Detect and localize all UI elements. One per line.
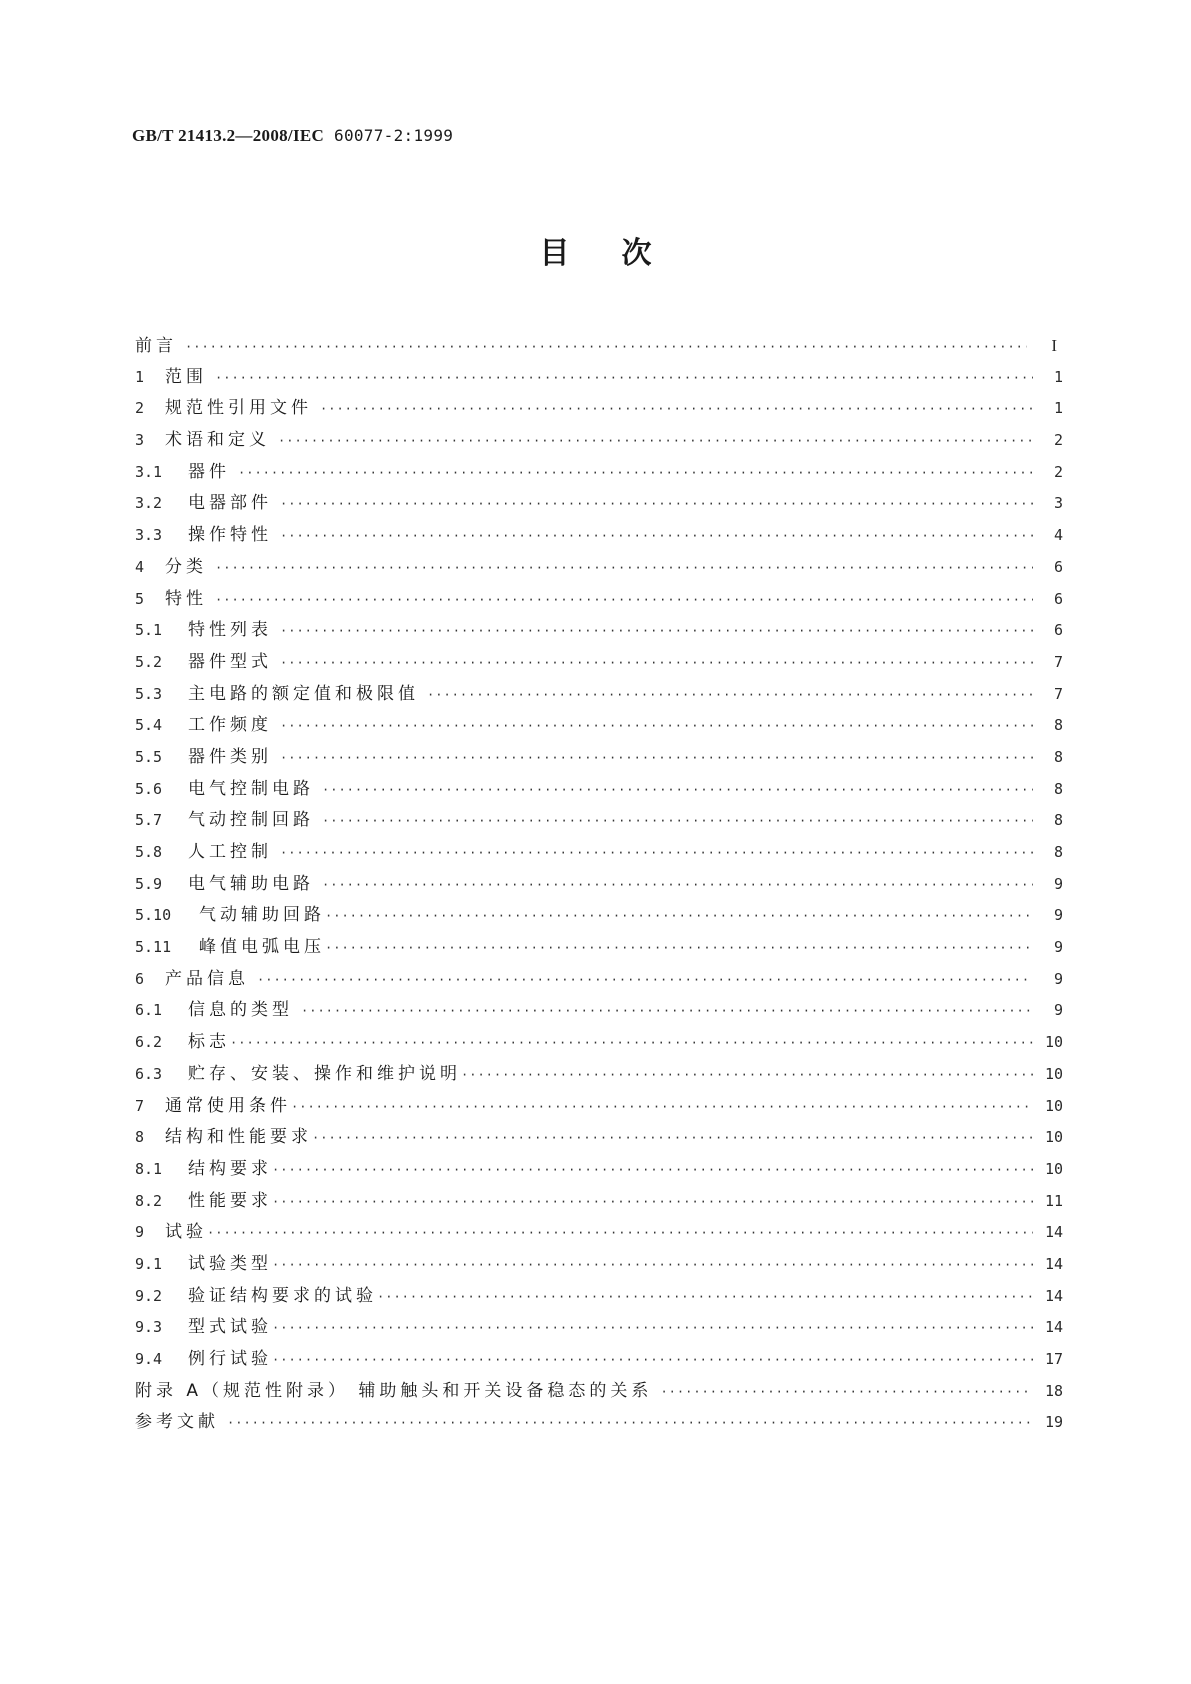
toc-leader-dots [461,1060,1033,1092]
toc-entry-page: 11 [1044,1191,1063,1210]
toc-entry-page: 4 [1053,526,1063,545]
toc-entry-number: 5.11 [135,938,172,957]
toc-leader-dots [227,1408,1033,1440]
toc-entry-label: 分类 [165,556,207,577]
toc-entry-label: 结构和性能要求 [165,1127,312,1148]
toc-entry-5-5[interactable] [135,742,1063,774]
toc-leader-dots [230,1028,1033,1060]
toc-entry-9-3[interactable] [135,1312,1063,1344]
toc-entry-label: 操作特性 [188,525,272,546]
toc-entry-page: 9 [1053,874,1063,893]
toc-entry-label: 峰值电弧电压 [199,937,325,958]
toc-entry-label: 附录 A（规范性附录） 辅助触头和开关设备稳态的关系 [135,1380,653,1401]
toc-entry-number: 3 [135,431,145,450]
toc-entry-page: 10 [1044,1033,1063,1052]
toc-entry-label: 器件类别 [188,746,272,767]
toc-entry-9-2[interactable] [135,1281,1063,1313]
toc-leader-dots [215,363,1033,395]
toc-leader-dots [185,332,1027,364]
toc-entry-number: 9.2 [135,1286,163,1305]
toc-entry-8-1[interactable] [135,1154,1063,1186]
toc-entry-label: 试验类型 [188,1253,272,1274]
toc-entry-label: 范围 [165,366,207,387]
toc-entry-number: 8 [135,1128,145,1147]
toc-leader-dots [257,965,1033,997]
toc-leader-dots [291,1092,1033,1124]
toc-entry-5-9[interactable] [135,869,1063,901]
toc-entry-label: 标志 [188,1032,230,1053]
toc-entry-number: 9.1 [135,1254,163,1273]
toc-entry-page: 17 [1044,1350,1063,1368]
toc-entry-number: 6 [135,969,145,988]
toc-entry-label: 验证结构要求的试验 [188,1285,377,1306]
toc-entry-page: 8 [1053,843,1063,861]
toc-entry-label: 规范性引用文件 [165,398,312,419]
toc-entry-3-3[interactable] [135,520,1063,552]
toc-entry-number: 5.8 [135,843,163,861]
toc-entry-8[interactable] [135,1122,1063,1154]
toc-leader-dots [280,743,1033,775]
toc-entry-page: 14 [1044,1318,1063,1337]
toc-entry-page: 6 [1053,589,1063,608]
toc-entry-4[interactable] [135,552,1063,584]
toc-entry-label: 前言 [135,336,177,356]
toc-entry-5-3[interactable] [135,679,1063,711]
toc-entry-page: 14 [1044,1286,1063,1305]
toc-entry-number: 5.9 [135,874,163,893]
toc-leader-dots [325,933,1033,965]
toc-entry-3-2[interactable] [135,488,1063,520]
toc-entry-number: 5.6 [135,779,163,798]
toc-entry-label: 例行试验 [188,1349,272,1369]
toc-entry-page: 9 [1053,969,1063,988]
toc-entry-page: 7 [1053,652,1063,671]
toc-entry-9-1[interactable] [135,1249,1063,1281]
toc-entry-3-1[interactable] [135,457,1063,489]
toc-entry-page: 10 [1044,1128,1063,1147]
toc-entry-5-4[interactable] [135,710,1063,742]
toc-leader-dots [322,870,1033,902]
toc-entry-page: 8 [1053,747,1063,766]
toc-entry-page: 8 [1053,811,1063,830]
toc-entry-number: 9 [135,1223,145,1242]
toc-entry-page: 2 [1053,431,1063,450]
toc-leader-dots [660,1377,1033,1409]
toc-entry-number: 5.2 [135,652,163,671]
toc-entry-number: 3.2 [135,494,163,513]
toc-entry-page: 19 [1044,1413,1063,1432]
toc-entry-number: 3.1 [135,462,163,481]
toc-entry-page: 8 [1053,716,1063,735]
toc-leader-dots [325,901,1033,933]
toc-entry-label: 贮存、安装、操作和维护说明 [188,1063,461,1084]
document-code-iec: 60077-2:1999 [324,126,454,145]
toc-leader-dots [278,426,1033,458]
toc-leader-dots [238,458,1033,490]
toc-entry-number: 3.3 [135,526,163,545]
toc-entry-page: 6 [1053,557,1063,576]
toc-entry-page: 9 [1053,938,1063,957]
toc-leader-dots [301,996,1033,1028]
toc-entry-5-11[interactable] [135,932,1063,964]
toc-entry-bibliography[interactable] [135,1407,1063,1439]
table-of-contents [135,330,1063,1439]
toc-entry-page: 14 [1044,1223,1063,1242]
page-title-char-1: 目 [539,236,622,271]
toc-leader-dots [312,1123,1033,1155]
toc-entry-label: 气动控制回路 [188,810,314,831]
toc-entry-page: I [1051,336,1057,355]
toc-entry-label: 电气辅助电路 [188,873,314,894]
toc-entry-8-2[interactable] [135,1186,1063,1218]
toc-entry-label: 结构要求 [188,1158,272,1179]
toc-leader-dots [280,648,1033,680]
toc-entry-6[interactable] [135,964,1063,996]
document-code-main: GB/T 21413.2—2008/IEC [132,126,325,145]
toc-entry-5-2[interactable] [135,647,1063,679]
toc-entry-1[interactable] [135,362,1063,394]
toc-entry-label: 器件 [188,461,230,482]
toc-leader-dots [377,1282,1033,1314]
toc-entry-page: 7 [1053,684,1063,703]
toc-entry-label: 信息的类型 [188,1000,293,1021]
toc-entry-number: 6.2 [135,1033,163,1052]
toc-leader-dots [272,1313,1033,1345]
toc-entry-label: 工作频度 [188,715,272,736]
toc-entry-5-7[interactable] [135,805,1063,837]
toc-entry-page: 14 [1044,1254,1063,1273]
toc-entry-label: 特性列表 [188,620,272,641]
toc-leader-dots [207,1218,1033,1250]
toc-entry-number: 5.1 [135,621,163,640]
toc-entry-label: 术语和定义 [165,430,270,451]
toc-entry-number: 5.10 [135,906,172,925]
toc-entry-page: 6 [1053,621,1063,640]
toc-entry-label: 参考文献 [135,1412,219,1433]
toc-leader-dots [322,806,1033,838]
toc-leader-dots [215,553,1033,585]
toc-entry-label: 型式试验 [188,1317,272,1338]
toc-entry-label: 特性 [165,588,207,609]
toc-leader-dots [280,489,1033,521]
toc-entry-page: 3 [1053,494,1063,513]
toc-entry-number: 5.7 [135,811,163,830]
toc-entry-page: 2 [1053,462,1063,481]
toc-entry-7[interactable] [135,1091,1063,1123]
toc-entry-5-10[interactable] [135,900,1063,932]
toc-entry-6-2[interactable] [135,1027,1063,1059]
toc-entry-number: 7 [135,1096,145,1115]
toc-leader-dots [272,1155,1033,1187]
toc-entry-annex-a[interactable] [135,1376,1063,1408]
toc-entry-label: 人工控制 [188,842,272,862]
toc-entry-page: 10 [1044,1096,1063,1115]
toc-entry-6-1[interactable] [135,995,1063,1027]
toc-entry-number: 5.3 [135,684,163,703]
toc-entry-label: 主电路的额定值和极限值 [188,683,419,704]
toc-leader-dots [272,1187,1033,1219]
toc-entry-label: 性能要求 [188,1190,272,1211]
toc-entry-9-4[interactable] [135,1344,1063,1376]
toc-entry-number: 4 [135,557,145,576]
toc-entry-5-8[interactable] [135,837,1063,869]
toc-entry-number: 9.3 [135,1318,163,1337]
toc-leader-dots [322,775,1033,807]
toc-entry-page: 1 [1053,367,1063,386]
toc-leader-dots [280,711,1033,743]
toc-entry-page: 10 [1044,1064,1063,1083]
toc-entry-number: 5 [135,589,145,608]
toc-entry-number: 9.4 [135,1350,163,1368]
toc-leader-dots [280,838,1033,870]
toc-entry-5-6[interactable] [135,774,1063,806]
toc-entry-number: 6.3 [135,1064,163,1083]
toc-entry-2[interactable] [135,393,1063,425]
toc-entry-9[interactable] [135,1217,1063,1249]
toc-entry-number: 8.1 [135,1159,163,1178]
toc-entry-label: 电器部件 [188,493,272,514]
toc-entry-label: 产品信息 [165,968,249,989]
toc-entry-number: 1 [135,367,145,386]
toc-entry-number: 5.5 [135,747,163,766]
toc-entry-page: 9 [1053,1001,1063,1020]
toc-leader-dots [280,616,1033,648]
toc-leader-dots [427,680,1033,712]
toc-entry-3[interactable] [135,425,1063,457]
toc-leader-dots [272,1250,1033,1282]
toc-leader-dots [320,394,1033,426]
toc-entry-page: 8 [1053,779,1063,798]
page-title [0,228,1191,272]
toc-entry-page: 10 [1044,1159,1063,1178]
toc-entry-number: 2 [135,399,145,418]
toc-entry-label: 试验 [165,1222,207,1243]
toc-entry-foreword[interactable] [135,330,1063,362]
page-title-char-2: 次 [621,236,704,271]
toc-entry-label: 器件型式 [188,651,272,672]
toc-entry-label: 电气控制电路 [188,778,314,799]
toc-entry-label: 通常使用条件 [165,1095,291,1116]
toc-entry-label: 气动辅助回路 [199,905,325,926]
toc-leader-dots [215,585,1033,617]
document-code [132,126,453,146]
toc-entry-page: 9 [1053,906,1063,925]
toc-leader-dots [280,521,1033,553]
toc-entry-5[interactable] [135,584,1063,616]
toc-entry-number: 5.4 [135,716,163,735]
toc-entry-page: 18 [1044,1381,1063,1400]
toc-leader-dots [272,1345,1033,1377]
toc-entry-5-1[interactable] [135,615,1063,647]
toc-entry-6-3[interactable] [135,1059,1063,1091]
toc-entry-number: 8.2 [135,1191,163,1210]
toc-entry-page: 1 [1053,399,1063,418]
toc-entry-number: 6.1 [135,1001,163,1020]
